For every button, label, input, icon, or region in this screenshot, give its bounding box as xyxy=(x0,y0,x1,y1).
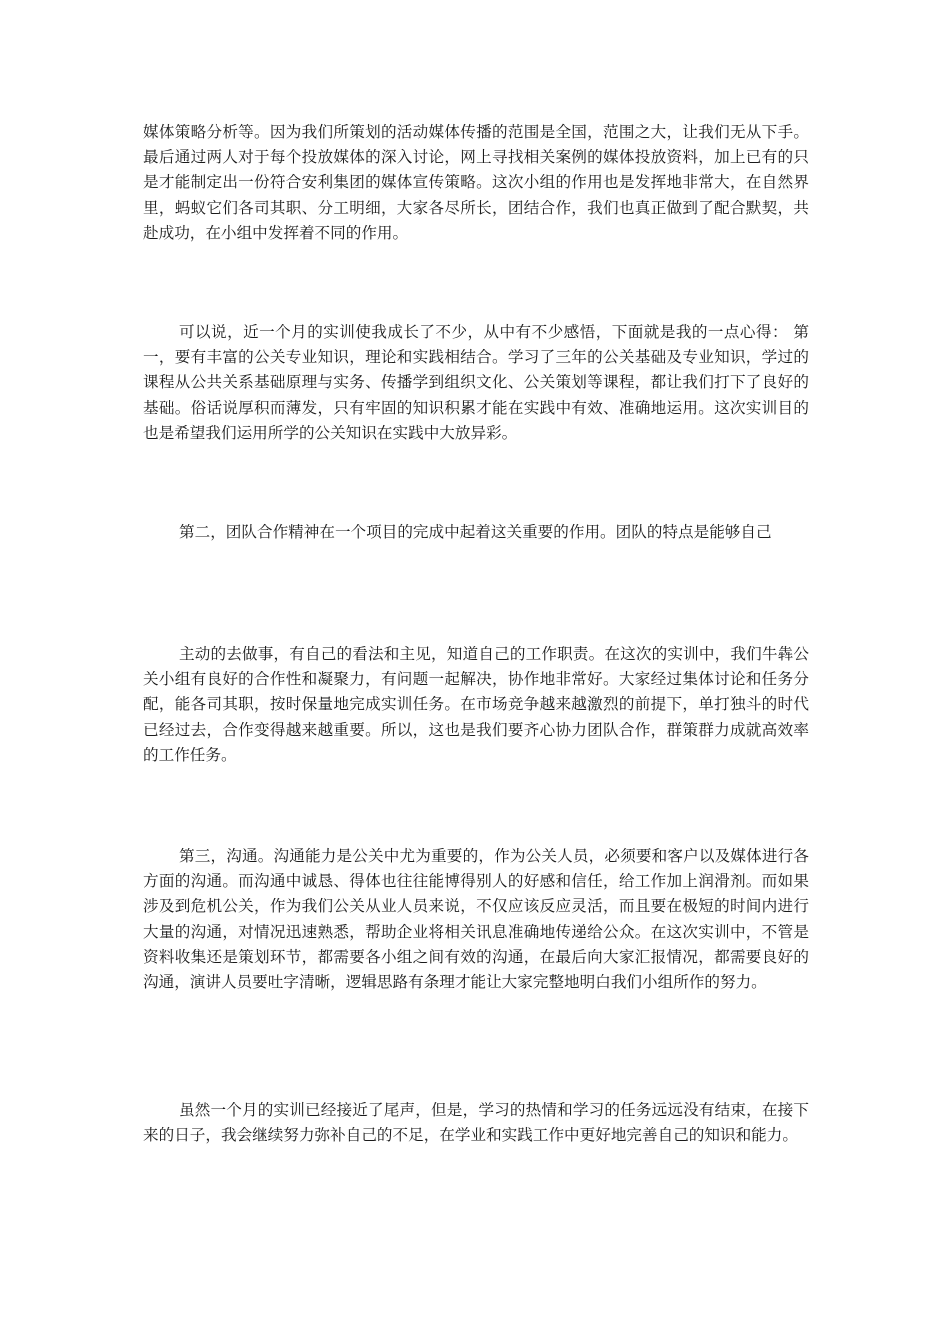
paragraph-conclusion: 虽然一个月的实训已经接近了尾声，但是，学习的热情和学习的任务远远没有结束，在接下来的日子，我会继续努力弥补自己的不足，在学业和实践工作中更好地完善自己的知识和能力。 xyxy=(143,1101,809,1145)
paragraph-communication: 第三，沟通。沟通能力是公关中尤为重要的，作为公关人员，必须要和客户以及媒体进行各方面的沟通。而沟通中诚恳、得体也往往能博得别人的好感和信任，给工作加上润滑剂。而如果涉及到危机公关，作为我们公关从业人员来说，不仅应该反应灵活，而且要在极短的时间内进行大量的沟通，对情况迅速熟悉，帮助企业将相关讯息准确地传递给公众。在这次实训中，不管是资料收集还是策划环节，都需要各小组之间有效的沟通，在最后向大家汇报情况，都需要良好的沟通，演讲人员要吐字清晰，逻辑思路有条理才能让大家完整地明白我们小组所作的努力。 xyxy=(143,847,809,992)
paragraph-reflection-first: 可以说，近一个月的实训使我成长了不少，从中有不少感悟，下面就是我的一点心得： 第一，要有丰富的公关专业知识，理论和实践相结合。学习了三年的公关基础及专业知识，学过的课程从公共关系基础原理与实务、传播学到组织文化、公关策划等课程，都让我们打下了良好的基础。俗话说厚积而薄发，只有牢固的知识积累才能在实践中有效、准确地运用。这次实训目的也是希望我们运用所学的公关知识在实践中大放异彩。 xyxy=(143,323,809,442)
paragraph-media-strategy: 媒体策略分析等。因为我们所策划的活动媒体传播的范围是全国，范围之大，让我们无从下手。最后通过两人对于每个投放媒体的深入讨论，网上寻找相关案例的媒体投放资料，加上已有的只是才能制定出一份符合安利集团的媒体宣传策略。这次小组的作用也是发挥地非常大，在自然界里，蚂蚁它们各司其职、分工明细，大家各尽所长，团结合作，我们也真正做到了配合默契，共赴成功，在小组中发挥着不同的作用。 xyxy=(143,123,809,242)
paragraph-teamwork-intro: 第二，团队合作精神在一个项目的完成中起着这关重要的作用。团队的特点是能够自己 xyxy=(179,523,772,541)
paragraph-teamwork-detail: 主动的去做事，有自己的看法和主见，知道自己的工作职责。在这次的实训中，我们牛犇公关小组有良好的合作性和凝聚力，有问题一起解决，协作地非常好。大家经过集体讨论和任务分配，能各司其职，按时保量地完成实训任务。在市场竞争越来越激烈的前提下，单打独斗的时代已经过去，合作变得越来越重要。所以，这也是我们要齐心协力团队合作，群策群力成就高效率的工作任务。 xyxy=(143,645,809,764)
